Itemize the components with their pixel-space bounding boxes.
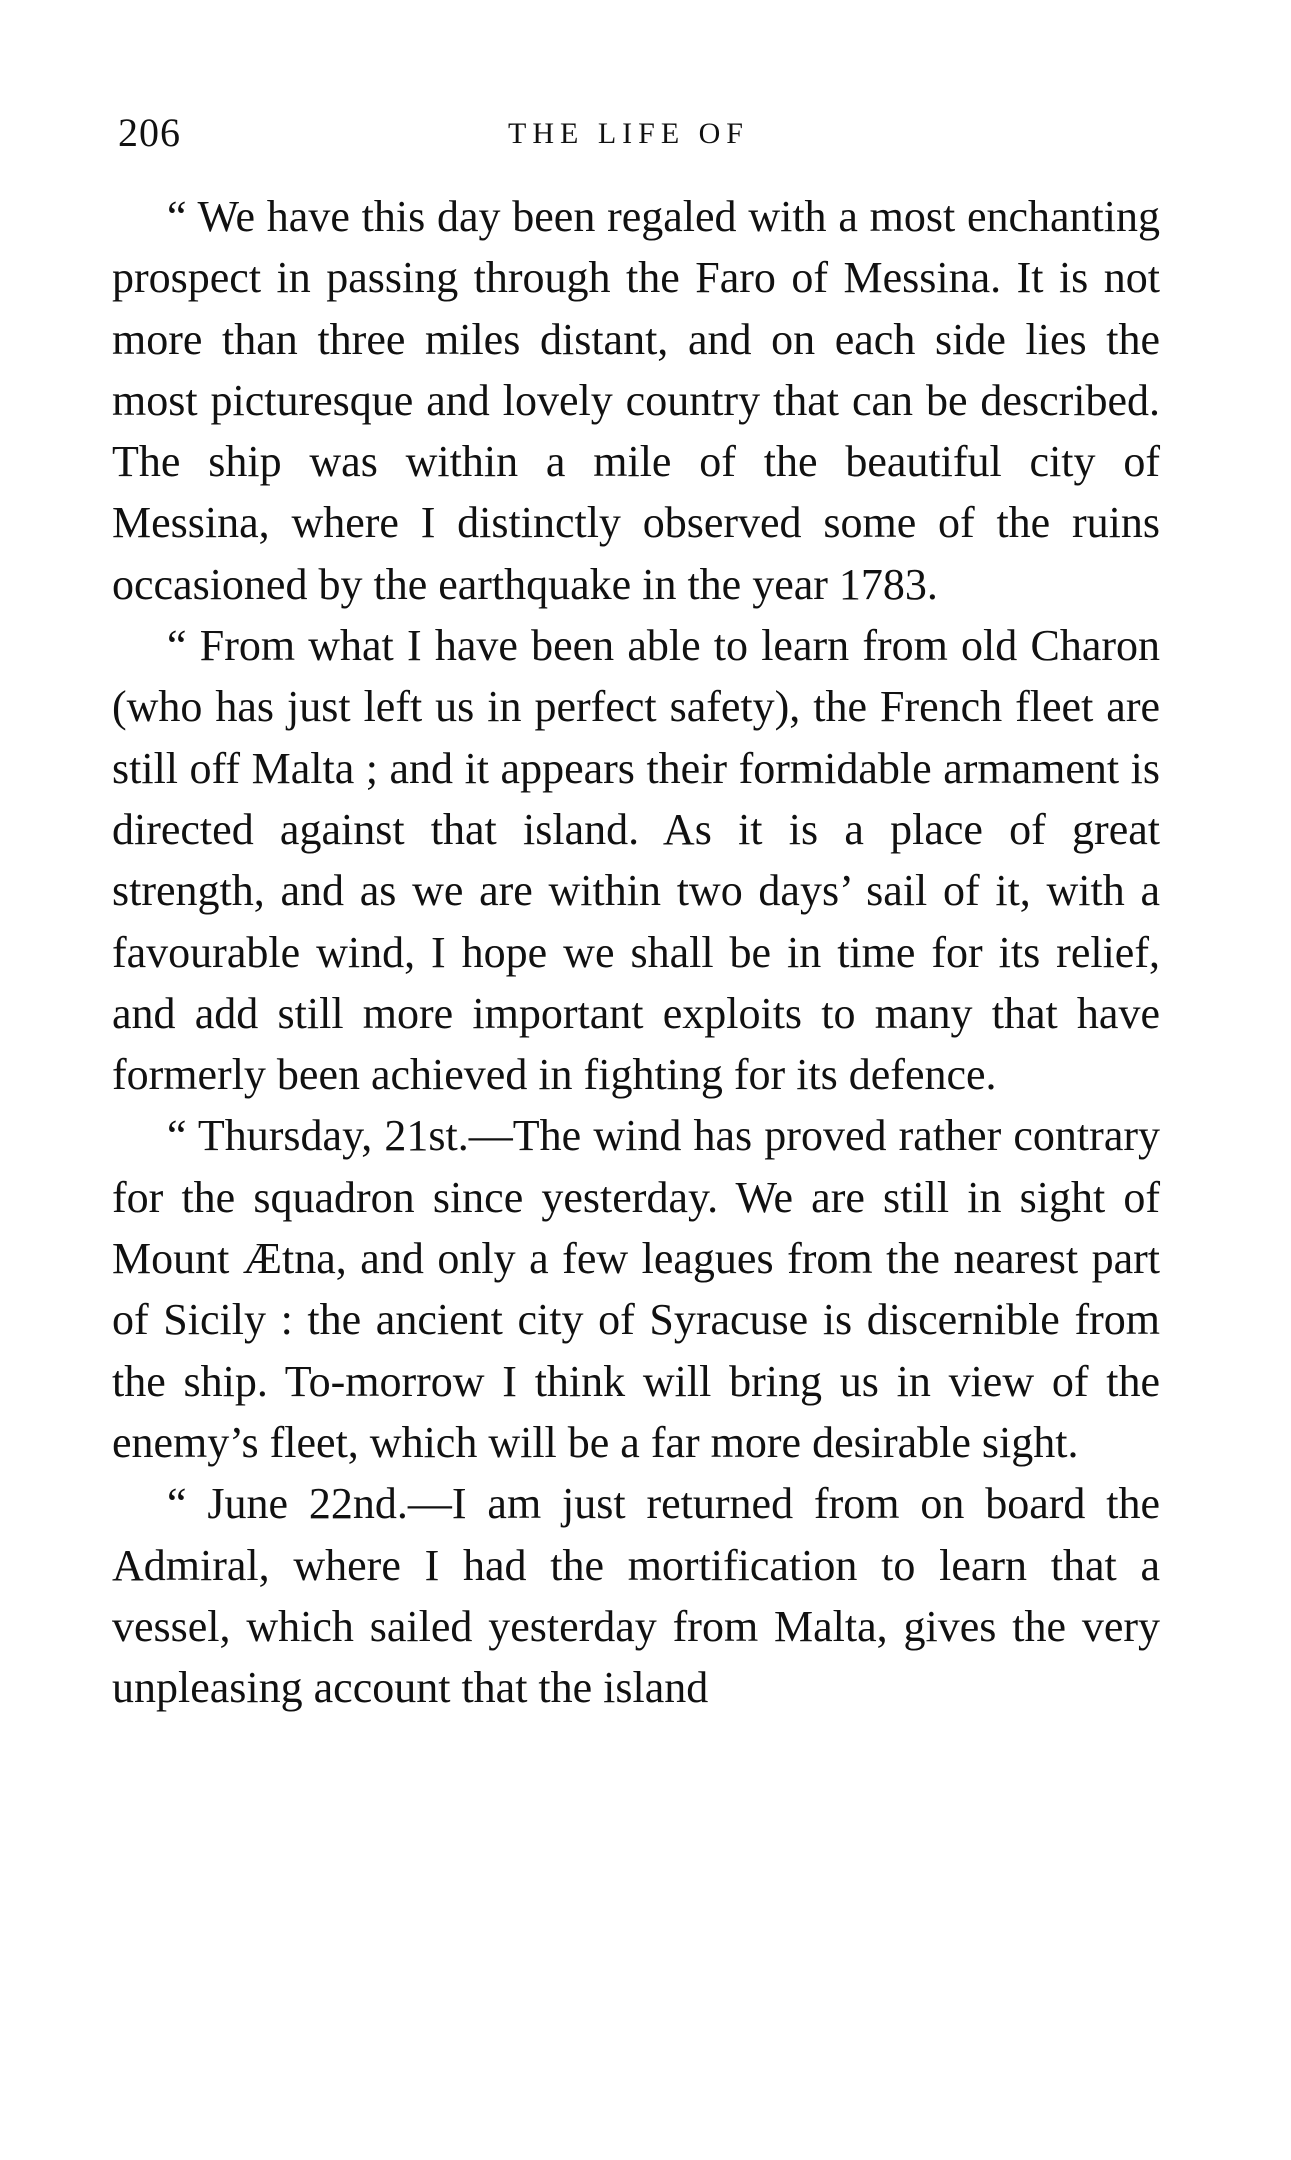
page-header xyxy=(118,108,1158,158)
paragraph-messina: “ We have this day been regaled with a most enchanting prospect in passing through the Faro of Messina. It is not more than three miles distant, and on each side lies the most picturesque and lovely country that can be described. The ship was within a mile of the beautiful city of Messina, where I distinctly observed some of the ruins occasioned by the earthquake in the year 1783. xyxy=(112,192,1160,609)
running-head: THE LIFE OF xyxy=(508,117,749,150)
body-text xyxy=(112,186,1160,1718)
paragraph-june-22: “ June 22nd.—I am just returned from on board the Admiral, where I had the mortification to learn that a vessel, which sailed yesterday from Malta, gives the very unpleasing account that the island xyxy=(112,1479,1160,1713)
paragraph-thursday: “ Thursday, 21st.—The wind has proved rather contrary for the squadron since yesterday. We are still in sight of Mount Ætna, and only a few leagues from the nearest part of Sicily : the ancient city of Syracuse is discernible from the ship. To-morrow I think will bring us in view of the enemy’s fleet, which will be a far more desirable sight. xyxy=(112,1111,1160,1467)
paragraph-malta: “ From what I have been able to learn from old Charon (who has just left us in perfect safety), the French fleet are still off Malta ; and it appears their formidable armament is directed against that island. As it is a place of great strength, and as we are within two days’ sail of it, with a favourable wind, I hope we shall be in time for its relief, and add still more important exploits to many that have formerly been achieved in fighting for its defence. xyxy=(112,621,1160,1100)
page-number: 206 xyxy=(118,110,181,155)
